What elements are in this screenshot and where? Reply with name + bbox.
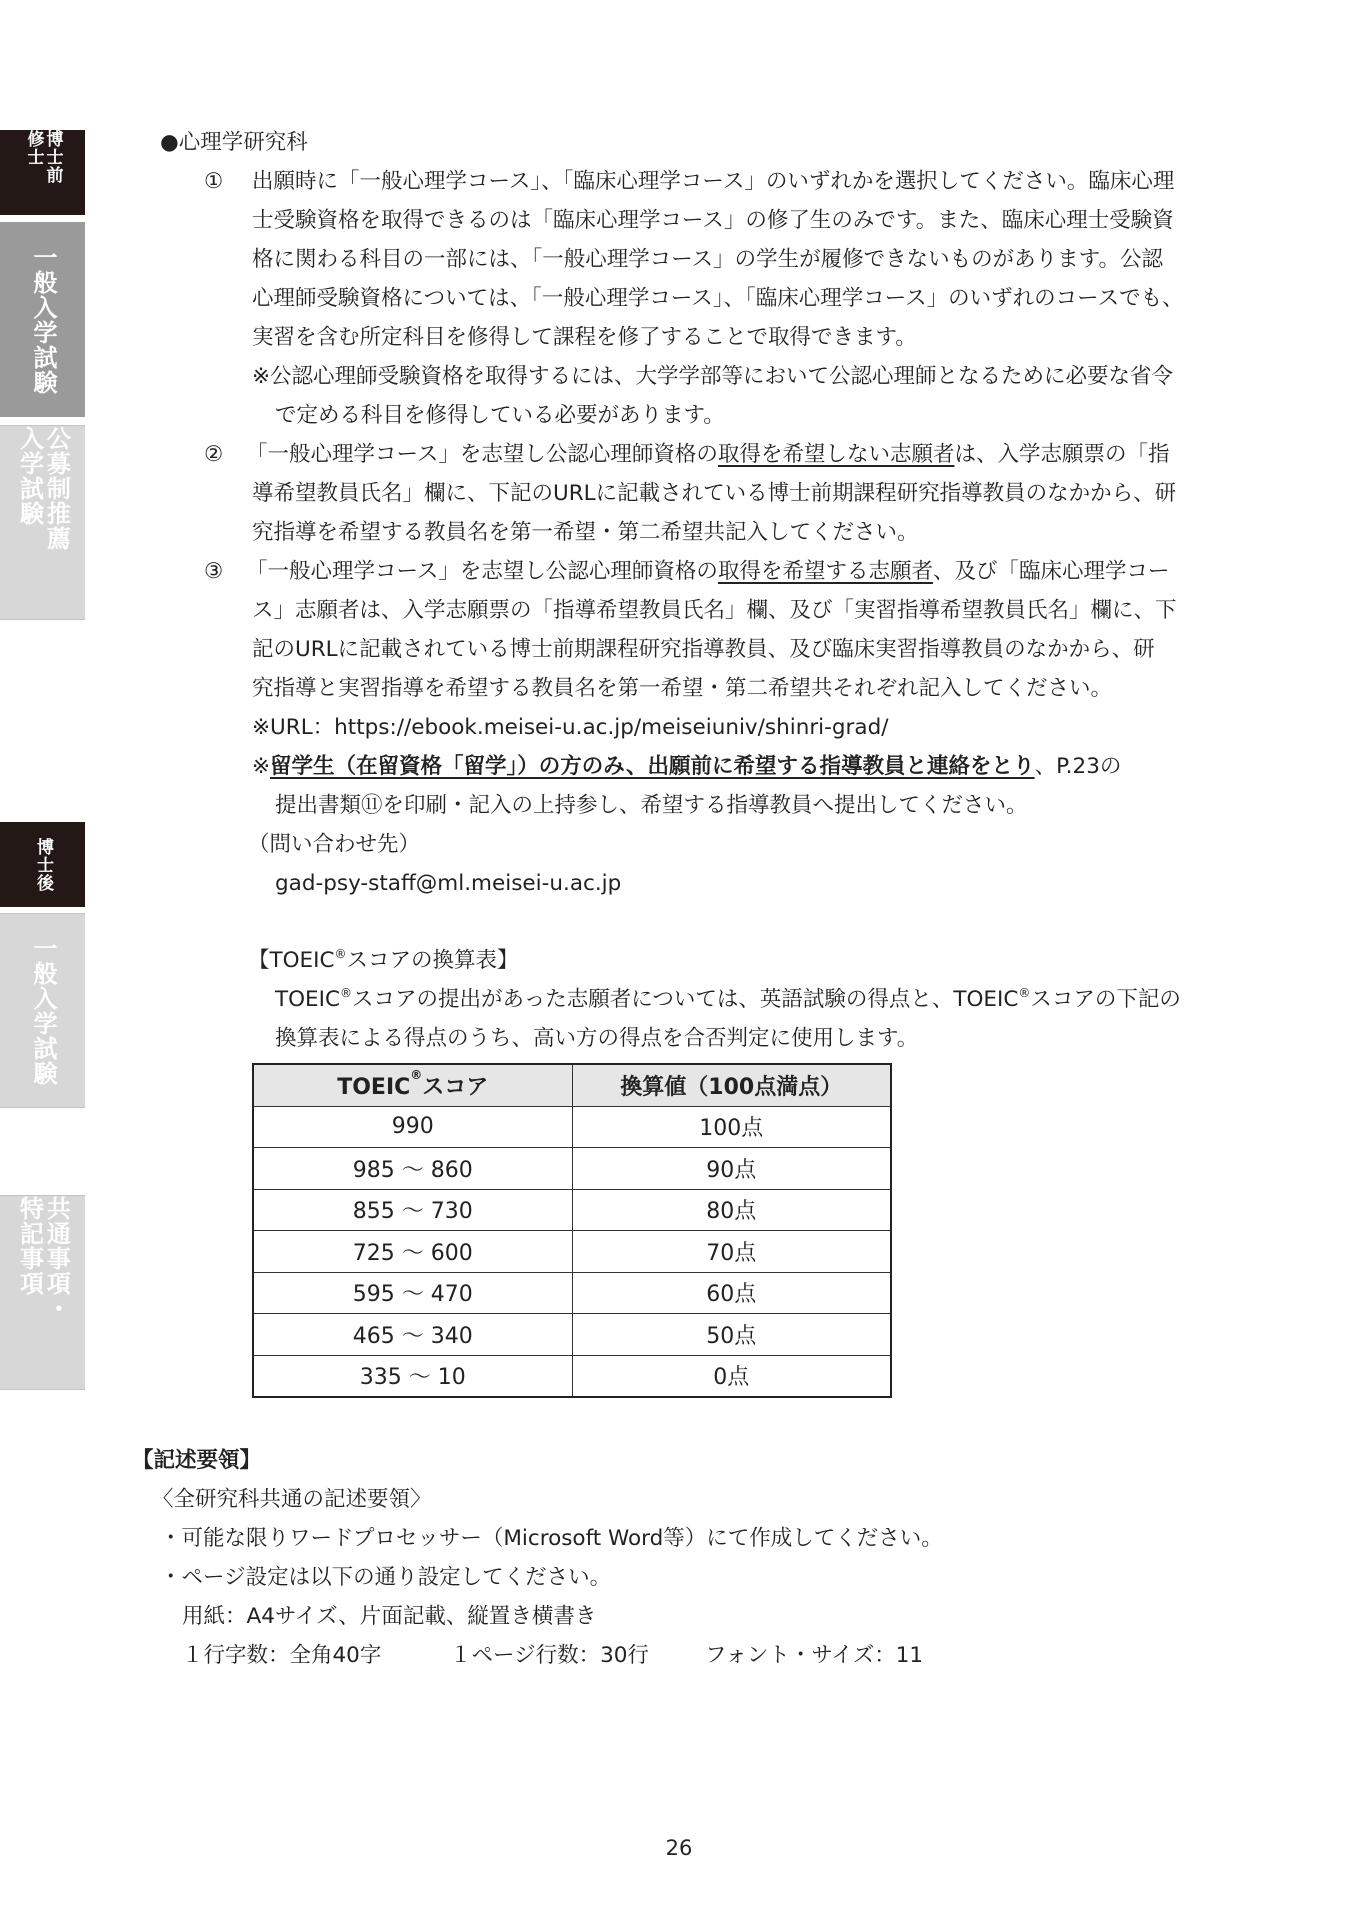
tab-label-doctor-pre: 博士前 <box>42 130 63 184</box>
item1-line1: 出願時に「一般心理学コース」、「臨床心理学コース」のいずれかを選択してください。臨床心理 <box>252 169 1175 194</box>
toeic-desc-b: スコアの提出があった志願者については、英語試験の得点と、TOEIC <box>352 987 1019 1012</box>
tab-label-common-b: 共通事項・ <box>42 1196 71 1321</box>
item3-line1-a: 「一般心理学コース」を志望し公認心理師資格の <box>246 559 718 584</box>
score-cell: 985 ～ 860 <box>253 1148 572 1190</box>
table-row <box>253 1148 891 1190</box>
header-score-pre: TOEIC <box>337 1074 411 1100</box>
tab-label-master: 修士 <box>23 130 44 166</box>
writing-bullet2: ・ページ設定は以下の通り設定してください。 <box>160 1565 612 1590</box>
tab-doctor-post[interactable] <box>0 822 85 907</box>
toeic-conversion-table <box>252 1063 892 1398</box>
registered-mark: ® <box>340 986 352 1000</box>
score-cell: 725 ～ 600 <box>253 1231 572 1273</box>
value-cell: 80点 <box>572 1189 891 1231</box>
item2-line3: 究指導を希望する教員名を第一希望・第二希望共記入してください。 <box>252 520 919 545</box>
registered-mark: ® <box>1018 986 1031 1000</box>
writing-font-size: フォント・サイズ：11 <box>705 1643 924 1668</box>
contact-email[interactable]: gad-psy-staff@ml.meisei-u.ac.jp <box>275 871 622 896</box>
item3-intl-line2: 提出書類⑪を印刷・記入の上持参し、希望する指導教員へ提出してください。 <box>275 793 1028 818</box>
item3-line1-underline: 取得を希望する志願者 <box>717 559 933 584</box>
tab-label-common-a: 特記事項 <box>15 1196 44 1296</box>
section-heading: ●心理学研究科 <box>160 130 308 155</box>
toeic-desc-c: スコアの下記の <box>1030 987 1181 1012</box>
item2-line1 <box>246 444 1169 466</box>
value-cell: 50点 <box>572 1314 891 1356</box>
item1-line4: 心理師受験資格については、「一般心理学コース」、「臨床心理学コース」のいずれのコースでも、 <box>252 286 1184 311</box>
table-row <box>253 1231 891 1273</box>
tab-general-exam[interactable] <box>0 222 85 417</box>
contact-label: （問い合わせ先） <box>248 832 421 857</box>
table-row <box>253 1314 891 1356</box>
item2-line1-b: は、入学志願票の「指 <box>954 442 1170 467</box>
tab-label-general-exam: 一般入学試験 <box>28 244 57 395</box>
item1-line2: 士受験資格を取得できるのは「臨床心理学コース」の修了生のみです。また、臨床心理士受験資 <box>252 208 1174 233</box>
toeic-title <box>248 947 519 973</box>
item3-line3: 記のURLに記載されている博士前期課程研究指導教員、及び臨床実習指導教員のなかから、研 <box>252 637 1155 662</box>
writing-bullet1: ・可能な限りワードプロセッサー（Microsoft Word等）にて作成してください。 <box>160 1526 943 1551</box>
toeic-desc-a: TOEIC <box>275 987 340 1012</box>
toeic-title-post: スコアの換算表】 <box>346 948 519 973</box>
score-cell: 335 ～ 10 <box>253 1355 572 1397</box>
item3-intl-mark: ※ <box>252 754 271 779</box>
toeic-title-pre: 【TOEIC <box>248 948 335 973</box>
item2-line2: 導希望教員氏名」欄に、下記のURLに記載されている博士前期課程研究指導教員のなかから、研 <box>252 481 1177 506</box>
item3-line1-b: 、及び「臨床心理学コー <box>932 559 1170 584</box>
item3-number: ③ <box>204 559 224 584</box>
value-cell: 90点 <box>572 1148 891 1190</box>
table-row <box>253 1272 891 1314</box>
writing-heading: 【記述要領】 <box>132 1448 262 1473</box>
score-cell: 990 <box>253 1106 572 1148</box>
tab-label-recommend-a: 入学試験 <box>15 426 44 526</box>
item1-line3: 格に関わる科目の一部には、「一般心理学コース」の学生が履修できないものがあります。公認 <box>252 247 1163 272</box>
item1-note-line2: で定める科目を修得している必要があります。 <box>275 403 725 428</box>
table-row <box>253 1355 891 1397</box>
writing-paper: 用紙：A4サイズ、片面記載、縦置き横書き <box>182 1604 597 1629</box>
item2-number: ② <box>204 442 224 467</box>
writing-subheading: 〈全研究科共通の記述要領〉 <box>152 1487 432 1512</box>
header-toeic-score <box>253 1064 572 1106</box>
item3-url: ※URL：https://ebook.meisei-u.ac.jp/meiseiuniv/shinri-grad/ <box>252 715 889 740</box>
score-cell: 855 ～ 730 <box>253 1189 572 1231</box>
tab-master-doctor-pre[interactable] <box>0 130 85 215</box>
value-cell: 0点 <box>572 1355 891 1397</box>
tab-label-recommend-b: 公募制推薦 <box>42 426 71 551</box>
writing-lines-per-page: １ページ行数：30行 <box>450 1643 649 1668</box>
item3-line1 <box>246 561 1169 583</box>
table-header-row <box>253 1064 891 1106</box>
tab-label-doctor-post: 博士後 <box>33 837 54 892</box>
value-cell: 70点 <box>572 1231 891 1273</box>
value-cell: 60点 <box>572 1272 891 1314</box>
header-converted-value: 換算値（100点満点） <box>572 1064 891 1106</box>
table-row <box>253 1106 891 1148</box>
value-cell: 100点 <box>572 1106 891 1148</box>
table-row <box>253 1189 891 1231</box>
score-cell: 595 ～ 470 <box>253 1272 572 1314</box>
item1-number: ① <box>204 169 224 194</box>
tab-label-general-exam-doctor: 一般入学試験 <box>28 935 57 1086</box>
registered-mark: ® <box>410 1067 423 1082</box>
tab-general-exam-doctor[interactable] <box>0 913 85 1108</box>
item3-intl-rest: 、P.23の <box>1034 754 1122 779</box>
toeic-desc-line2: 換算表による得点のうち、高い方の得点を合否判定に使用します。 <box>275 1026 919 1051</box>
item1-note-line1: ※公認心理師受験資格を取得するには、大学学部等において公認心理師となるために必要な省令 <box>252 364 1174 389</box>
item3-line2: ス」志願者は、入学志願票の「指導希望教員氏名」欄、及び「実習指導希望教員氏名」欄に、下 <box>252 598 1177 623</box>
item2-line1-a: 「一般心理学コース」を志望し公認心理師資格の <box>246 442 718 467</box>
toeic-desc-line1 <box>275 986 1181 1012</box>
registered-mark: ® <box>334 947 347 961</box>
score-cell: 465 ～ 340 <box>253 1314 572 1356</box>
item3-intl-line1 <box>252 756 1121 778</box>
item3-line4: 究指導と実習指導を希望する教員名を第一希望・第二希望共それぞれ記入してください。 <box>252 676 1113 701</box>
header-score-post: スコア <box>422 1074 489 1100</box>
item1-line5: 実習を含む所定科目を修得して課程を修了することで取得できます。 <box>252 325 917 350</box>
item2-line1-underline: 取得を希望しない志願者 <box>717 442 955 467</box>
tab-public-recommendation[interactable] <box>0 425 85 620</box>
tab-common-notes[interactable] <box>0 1195 85 1390</box>
page-number: 26 <box>665 1836 693 1860</box>
writing-chars-per-line: １行字数：全角40字 <box>182 1643 382 1668</box>
item3-intl-bold: 留学生（在留資格「留学」）の方のみ、出願前に希望する指導教員と連絡をとり <box>270 754 1035 779</box>
